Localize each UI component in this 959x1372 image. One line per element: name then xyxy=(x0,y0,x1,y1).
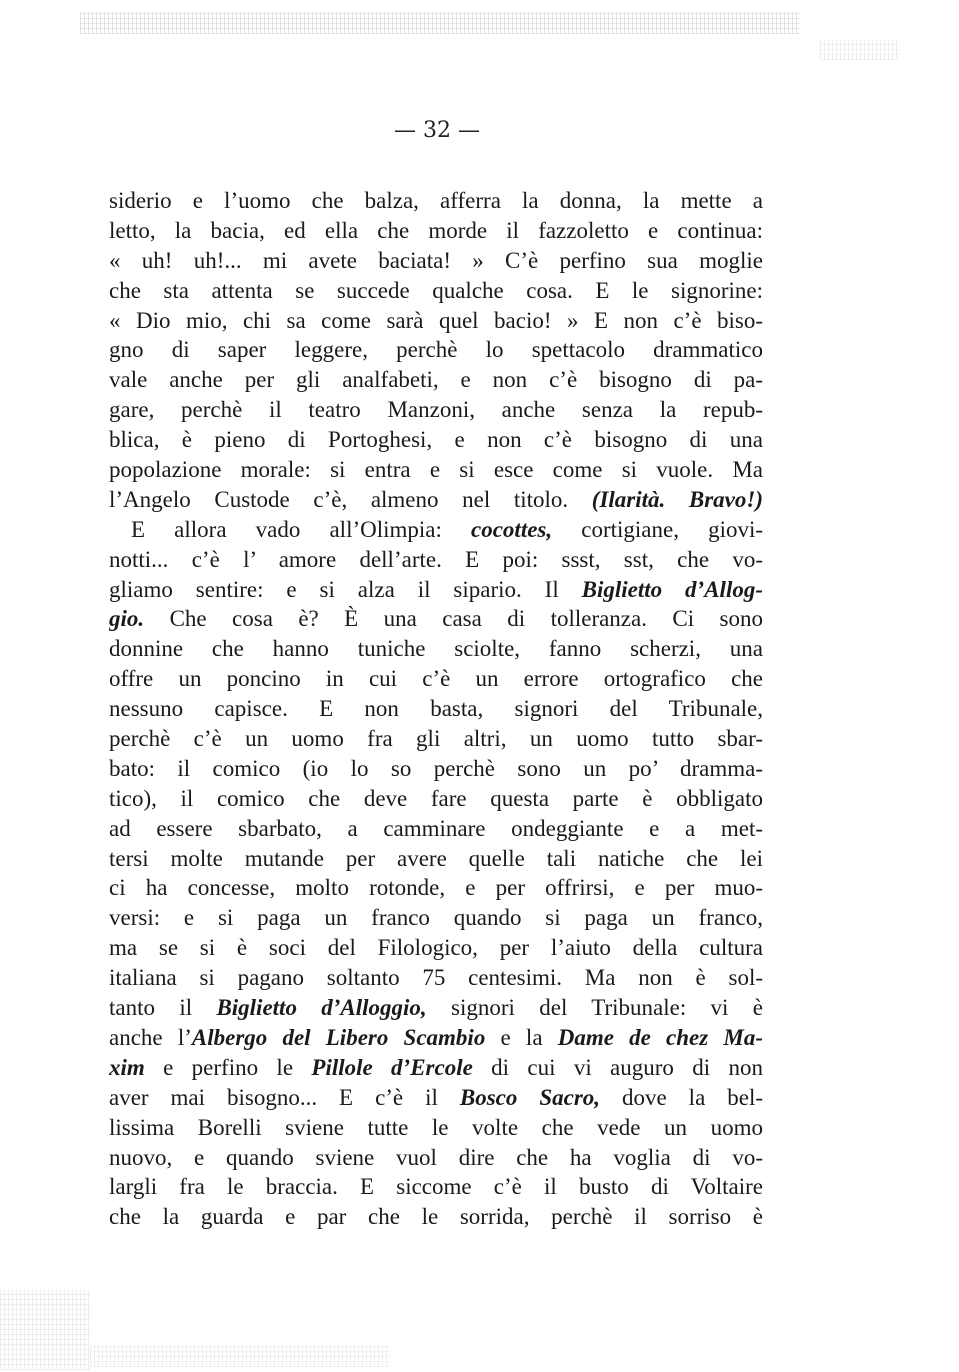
text-line: notti... c’è l’ amore dell’arte. E poi: ssst, sst, che vo- xyxy=(109,546,763,572)
scan-noise-bottom xyxy=(90,1345,390,1367)
text-run: dove la bel- xyxy=(622,1084,763,1110)
text-run: aver mai bisogno... E c’è il xyxy=(109,1084,438,1110)
text-run: di cui vi auguro di non xyxy=(491,1054,763,1080)
text-line: lissima Borelli sviene tutte le volte che vede un uomo xyxy=(109,1114,763,1140)
text-run: gliamo sentire: e si alza il sipario. Il xyxy=(109,576,559,602)
text-line: blica, è pieno di Portoghesi, e non c’è bisogno di una xyxy=(109,427,763,453)
scan-noise-bottom-left xyxy=(0,1290,90,1370)
text-line: ci ha concesse, molto rotonde, e per offrirsi, e per muo- xyxy=(109,875,763,901)
text-line: « uh! uh!... mi avete baciata! » C’è perfino sua moglie xyxy=(109,247,763,273)
text-run: e la xyxy=(500,1024,543,1050)
text-line: nuovo, e quando sviene vuol dire che ha voglia di vo- xyxy=(109,1144,763,1170)
text-run: anche l’ xyxy=(109,1024,192,1050)
text-line xyxy=(109,604,763,634)
text-line: letto, la bacia, ed ella che morde il fazzoletto e continua: xyxy=(109,217,763,243)
italic-run: Bosco Sacro, xyxy=(459,1084,601,1110)
text-line: siderio e l’uomo che balza, afferra la donna, la mette a xyxy=(109,188,763,213)
text-line: gno di saper leggere, perchè lo spettacolo drammatico xyxy=(109,337,763,363)
text-line: « Dio mio, chi sa come sarà quel bacio! » E non c’è biso- xyxy=(109,307,763,333)
italic-run: cocottes, xyxy=(471,516,553,542)
text-line xyxy=(109,1023,763,1053)
text-line: perchè c’è un uomo fra gli altri, un uomo tutto sbar- xyxy=(109,726,763,752)
italic-run: Pillole d’Ercole xyxy=(311,1054,473,1080)
text-line: tico), il comico che deve fare questa parte è obbligato xyxy=(109,785,763,811)
text-line: ma se si è soci del Filologico, per l’aiuto della cultura xyxy=(109,935,763,961)
text-run: e perfino le xyxy=(163,1054,294,1080)
text-line: che la guarda e par che le sorrida, perchè il sorriso è xyxy=(109,1204,763,1230)
text-line: bato: il comico (io lo so perchè sono un po’ dramma- xyxy=(109,755,763,781)
text-run: Che cosa è? È una casa di tolleranza. Ci sono xyxy=(169,606,763,632)
italic-run: xim xyxy=(109,1054,145,1080)
page-number: — 32 — xyxy=(394,118,480,143)
text-line: tersi molte mutande per avere quelle tali natiche che lei xyxy=(109,845,763,871)
scan-noise-top xyxy=(80,12,800,34)
text-line xyxy=(109,575,763,605)
text-run: tanto il xyxy=(109,995,193,1021)
scan-noise-top-right xyxy=(820,40,900,60)
text-line: offre un poncino in cui c’è un errore ortografico che xyxy=(109,666,763,692)
italic-run: (Ilarità. Bravo!) xyxy=(591,486,763,512)
text-line: italiana si pagano soltanto 75 centesimi. Ma non è sol- xyxy=(109,965,763,991)
text-line xyxy=(109,993,763,1023)
text-line xyxy=(109,515,763,545)
text-run: cortigiane, giovi- xyxy=(581,516,763,542)
text-line: donnine che hanno tuniche sciolte, fanno scherzi, una xyxy=(109,636,763,662)
text-line xyxy=(109,1053,763,1083)
italic-run: Biglietto d’Alloggio, xyxy=(216,995,427,1021)
text-line: popolazione morale: si entra e si esce come si vuole. Ma xyxy=(109,457,763,483)
text-line: che sta attenta se succede qualche cosa. E le signorine: xyxy=(109,277,763,303)
text-line: largli fra le braccia. E siccome c’è il busto di Voltaire xyxy=(109,1174,763,1200)
text-run: E allora vado all’Olimpia: xyxy=(131,516,442,542)
text-line: ad essere sbarbato, a camminare ondeggiante e a met- xyxy=(109,815,763,841)
italic-run: Biglietto d’Allog- xyxy=(581,576,763,602)
text-line: nessuno capisce. E non basta, signori del Tribunale, xyxy=(109,696,763,722)
text-line xyxy=(109,1083,763,1113)
italic-run: Dame de chez Ma- xyxy=(557,1024,763,1050)
text-run: signori del Tribunale: vi è xyxy=(451,995,763,1021)
italic-run: Albergo del Libero Scambio xyxy=(191,1024,486,1050)
text-line: vale anche per gli analfabeti, e non c’è bisogno di pa- xyxy=(109,367,763,393)
text-body xyxy=(109,186,763,1232)
text-line xyxy=(109,485,763,515)
text-run: l’Angelo Custode c’è, almeno nel titolo. xyxy=(109,486,569,512)
text-line: versi: e si paga un franco quando si paga un franco, xyxy=(109,905,763,931)
italic-run: gio. xyxy=(109,606,145,632)
text-line: gare, perchè il teatro Manzoni, anche senza la repub- xyxy=(109,397,763,423)
